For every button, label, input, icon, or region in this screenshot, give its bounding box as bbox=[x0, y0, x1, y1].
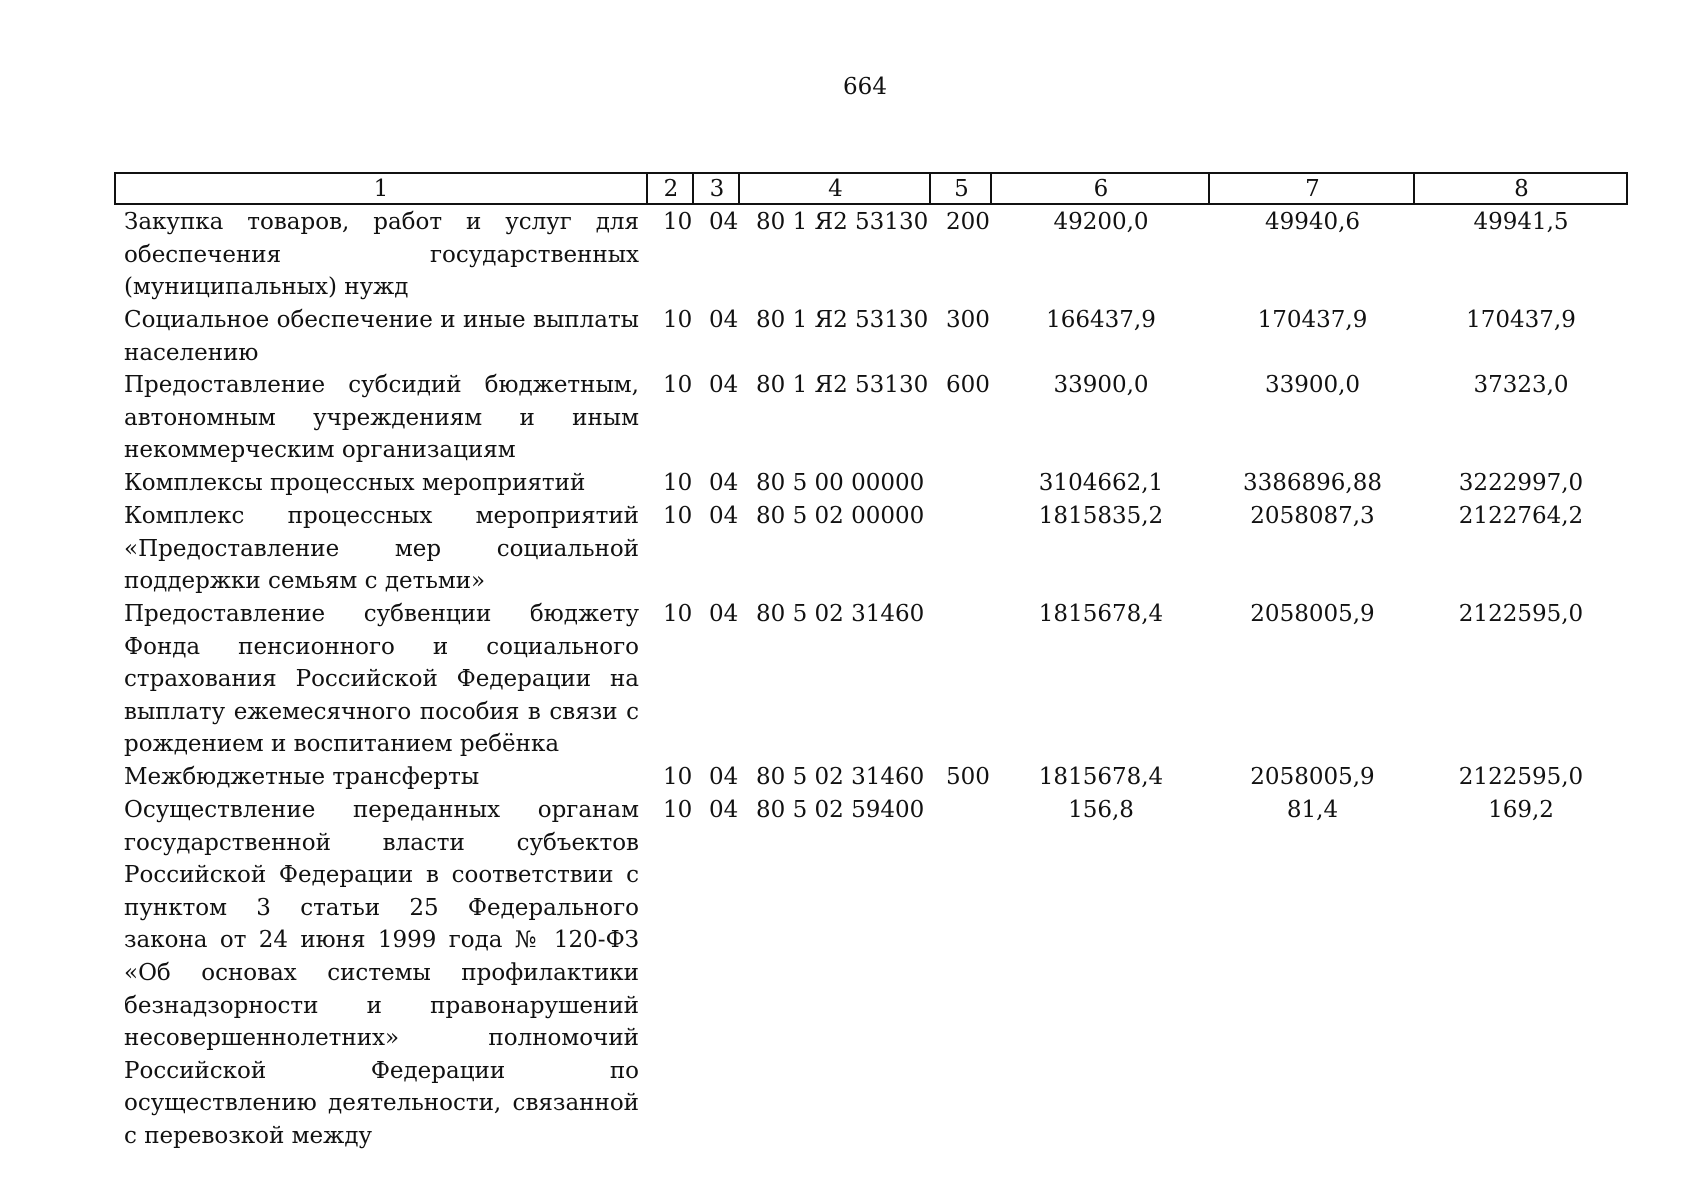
row-subsection: 04 bbox=[709, 307, 739, 333]
row-name: Осуществление переданных органам государственной власти субъектов Российской Федерации в соответствии с пунктом 3 статьи 25 Федерального закона от 24 июня 1999 года № 120-ФЗ «Об основах системы профилактики безнадзорности и правонарушений несовершеннолетних» полномочий Российской Федерации по осуществлению деятельности, связанной с перевозкой между bbox=[124, 797, 639, 1149]
row-value-8: 170437,9 bbox=[1466, 307, 1576, 333]
row-name: Комплекс процессных мероприятий «Предоставление мер социальной поддержки семьям с детьми» bbox=[124, 503, 639, 595]
row-value-7: 2058087,3 bbox=[1250, 503, 1375, 529]
row-value-7: 2058005,9 bbox=[1250, 601, 1375, 627]
header-col-3: 3 bbox=[692, 174, 740, 203]
row-article: 80 5 02 31460 bbox=[756, 764, 925, 790]
row-section: 10 bbox=[663, 372, 693, 398]
row-article: 80 1 Я2 53130 bbox=[756, 307, 929, 333]
row-section: 10 bbox=[663, 307, 693, 333]
row-type: 600 bbox=[946, 372, 990, 398]
row-article: 80 5 02 00000 bbox=[756, 503, 925, 529]
row-article: 80 5 02 31460 bbox=[756, 601, 925, 627]
row-value-6: 1815678,4 bbox=[1038, 764, 1164, 790]
row-name: Социальное обеспечение и иные выплаты населению bbox=[124, 307, 639, 366]
row-section: 10 bbox=[663, 503, 693, 529]
row-section: 10 bbox=[663, 797, 693, 823]
row-value-8: 37323,0 bbox=[1473, 372, 1569, 398]
page-number: 664 bbox=[843, 74, 887, 100]
table-row bbox=[0, 304, 1706, 369]
row-value-8: 2122764,2 bbox=[1458, 503, 1584, 529]
row-type: 200 bbox=[946, 209, 990, 235]
row-name: Предоставление субсидий бюджетным, автономным учреждениям и иным некоммерческим организациям bbox=[124, 372, 639, 464]
row-value-7: 81,4 bbox=[1286, 797, 1339, 823]
row-value-7: 170437,9 bbox=[1257, 307, 1368, 333]
row-value-8: 2122595,0 bbox=[1458, 601, 1584, 627]
table-row bbox=[0, 369, 1706, 467]
row-value-6: 166437,9 bbox=[1046, 307, 1156, 333]
row-name: Закупка товаров, работ и услуг для обеспечения государственных (муниципальных) нужд bbox=[124, 209, 639, 301]
row-value-7: 33900,0 bbox=[1264, 372, 1361, 398]
row-value-6: 1815835,2 bbox=[1038, 503, 1164, 529]
header-col-4: 4 bbox=[738, 174, 931, 203]
table-row bbox=[0, 467, 1706, 500]
row-subsection: 04 bbox=[709, 209, 739, 235]
header-col-6: 6 bbox=[990, 174, 1210, 203]
header-col-7: 7 bbox=[1208, 174, 1415, 203]
row-section: 10 bbox=[663, 601, 693, 627]
row-subsection: 04 bbox=[709, 601, 739, 627]
row-value-8: 3222997,0 bbox=[1458, 470, 1584, 496]
row-subsection: 04 bbox=[709, 797, 739, 823]
row-type: 300 bbox=[946, 307, 990, 333]
row-article: 80 5 02 59400 bbox=[756, 797, 925, 823]
row-value-6: 156,8 bbox=[1068, 797, 1134, 823]
row-name: Предоставление субвенции бюджету Фонда пенсионного и социального страхования Российской Федерации на выплату ежемесячного пособия в связи с рождением и воспитанием ребёнка bbox=[124, 601, 639, 758]
row-value-8: 169,2 bbox=[1488, 797, 1554, 823]
row-subsection: 04 bbox=[709, 764, 739, 790]
row-value-8: 2122595,0 bbox=[1458, 764, 1584, 790]
table-row bbox=[0, 598, 1706, 761]
row-value-6: 1815678,4 bbox=[1038, 601, 1164, 627]
row-section: 10 bbox=[663, 209, 693, 235]
row-value-7: 49940,6 bbox=[1264, 209, 1361, 235]
row-section: 10 bbox=[663, 764, 693, 790]
table-row bbox=[0, 794, 1706, 1149]
row-value-6: 3104662,1 bbox=[1038, 470, 1164, 496]
header-col-8: 8 bbox=[1413, 174, 1628, 203]
row-value-8: 49941,5 bbox=[1473, 209, 1569, 235]
row-value-7: 3386896,88 bbox=[1242, 470, 1382, 496]
row-name: Комплексы процессных мероприятий bbox=[124, 470, 586, 496]
row-subsection: 04 bbox=[709, 470, 739, 496]
table-header bbox=[114, 172, 1628, 205]
table-row bbox=[0, 206, 1706, 304]
row-value-7: 2058005,9 bbox=[1250, 764, 1375, 790]
header-col-1: 1 bbox=[373, 176, 389, 202]
row-value-6: 33900,0 bbox=[1053, 372, 1149, 398]
row-subsection: 04 bbox=[709, 503, 739, 529]
table-row bbox=[0, 761, 1706, 794]
header-col-5: 5 bbox=[929, 174, 992, 203]
row-article: 80 5 00 00000 bbox=[756, 470, 925, 496]
row-name: Межбюджетные трансферты bbox=[124, 764, 480, 790]
row-article: 80 1 Я2 53130 bbox=[756, 209, 929, 235]
table-row bbox=[0, 500, 1706, 598]
table-body bbox=[0, 206, 1706, 1149]
row-type: 500 bbox=[946, 764, 990, 790]
row-value-6: 49200,0 bbox=[1053, 209, 1149, 235]
row-subsection: 04 bbox=[709, 372, 739, 398]
header-col-2: 2 bbox=[646, 174, 694, 203]
row-article: 80 1 Я2 53130 bbox=[756, 372, 929, 398]
row-section: 10 bbox=[663, 470, 693, 496]
